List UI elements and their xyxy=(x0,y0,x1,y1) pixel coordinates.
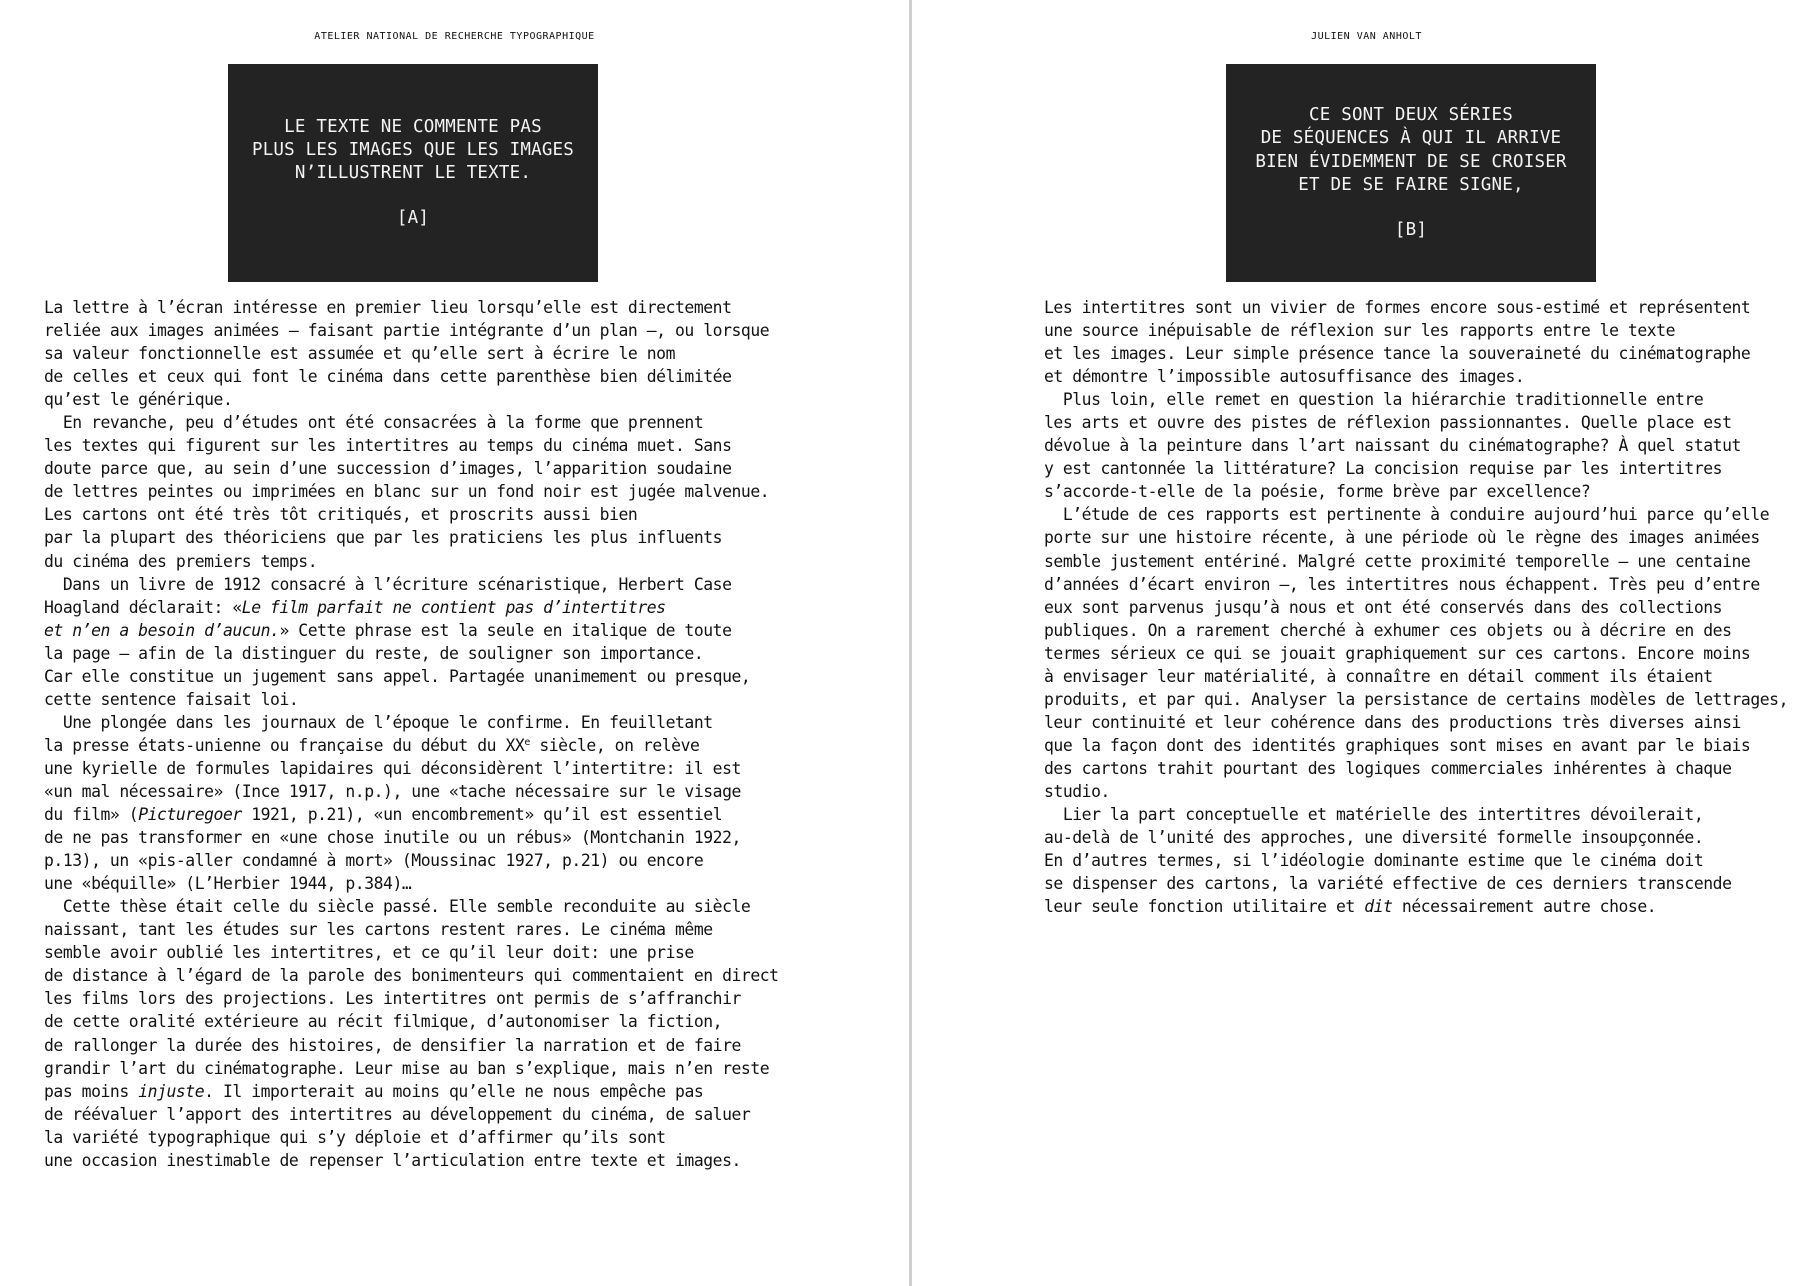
body-text xyxy=(1044,296,1788,918)
intertitle-card xyxy=(228,64,598,282)
text-span: semble avoir oublié les intertitres, et ce qu’il leur doit: une prise xyxy=(44,943,694,963)
superscript: e xyxy=(524,736,530,748)
text-span: «un mal nécessaire» (Ince 1917, n.p.), une «tache nécessaire sur le visage xyxy=(44,781,741,801)
text-span: 1921, p.21), «un encombrement» qu’il est essentiel xyxy=(241,805,723,825)
text-line xyxy=(1044,872,1788,895)
text-line: N’ILLUSTRENT LE TEXTE. xyxy=(294,163,532,184)
text-line xyxy=(1044,550,1788,573)
text-span: Plus loin, elle remet en question la hiérarchie traditionnelle entre xyxy=(1044,390,1704,410)
text-line xyxy=(1044,711,1788,734)
text-span: s’accorde-t-elle de la poésie, forme brève par excellence? xyxy=(1044,482,1591,502)
text-span: Hoagland déclarait: « xyxy=(44,597,242,617)
text-span: de ne pas transformer en «une chose inutile ou un rébus» (Montchanin 1922, xyxy=(44,828,741,848)
text-line xyxy=(1044,365,1788,388)
text-line xyxy=(44,780,779,803)
text-line xyxy=(1044,757,1788,780)
text-line xyxy=(44,411,779,434)
italic-span: et n’en a besoin d’aucun. xyxy=(44,620,280,640)
text-span: grandir l’art du cinématographe. Leur mise au ban s’explique, mais n’en reste xyxy=(44,1058,770,1078)
text-span: la page – afin de la distinguer du reste, de souligner son importance. xyxy=(44,643,704,663)
text-line xyxy=(44,688,779,711)
italic-span: dit xyxy=(1364,897,1393,917)
text-line xyxy=(44,757,779,780)
text-line: LE TEXTE NE COMMENTE PAS xyxy=(284,116,542,137)
text-line xyxy=(44,480,779,503)
text-line xyxy=(44,826,779,849)
text-line xyxy=(1044,642,1788,665)
text-line xyxy=(44,872,779,895)
text-span: semble justement entériné. Malgré cette proximité temporelle – une centaine xyxy=(1044,551,1751,571)
text-span: Cette thèse était celle du siècle passé. Elle semble reconduite au siècle xyxy=(44,897,751,917)
text-line xyxy=(1044,573,1788,596)
text-line xyxy=(1044,319,1788,342)
text-line xyxy=(44,918,779,941)
body-text xyxy=(44,296,779,1172)
text-line xyxy=(44,849,779,872)
text-span: pas moins xyxy=(44,1081,139,1101)
text-span: Une plongée dans les journaux de l’époque le confirme. En feuilletant xyxy=(44,712,713,732)
text-span: y est cantonnée la littérature? La concision requise par les intertitres xyxy=(1044,459,1723,479)
text-line: BIEN ÉVIDEMMENT DE SE CROISER xyxy=(1255,151,1567,172)
text-span: cette sentence faisait loi. xyxy=(44,689,299,709)
text-span: par la plupart des théoriciens que par les praticiens les plus influents xyxy=(44,528,723,548)
text-line xyxy=(44,1080,779,1103)
text-span: L’étude de ces rapports est pertinente à conduire aujourd’hui parce qu’elle xyxy=(1044,505,1770,525)
text-line xyxy=(44,596,779,619)
text-span: de cette oralité extérieure au récit filmique, d’autonomiser la fiction, xyxy=(44,1012,723,1032)
text-line xyxy=(44,573,779,596)
text-line xyxy=(1044,688,1788,711)
text-span: une source inépuisable de réflexion sur les rapports entre le texte xyxy=(1044,321,1676,341)
text-span: au-delà de l’unité des approches, une diversité formelle insoupçonnée. xyxy=(1044,828,1704,848)
text-line xyxy=(44,342,779,365)
text-span: la presse états-unienne ou française du début du XX xyxy=(44,735,525,755)
intertitle-card xyxy=(1226,64,1596,282)
text-span: une «béquille» (L’Herbier 1944, p.384)… xyxy=(44,874,412,894)
text-span: la variété typographique qui s’y déploie et d’affirmer qu’ils sont xyxy=(44,1127,666,1147)
text-span: une occasion inestimable de repenser l’articulation entre texte et images. xyxy=(44,1150,741,1170)
text-line xyxy=(44,457,779,480)
text-line xyxy=(44,296,779,319)
text-line xyxy=(44,1034,779,1057)
text-span: et les images. Leur simple présence tance la souveraineté du cinématographe xyxy=(1044,344,1751,364)
text-span: Lier la part conceptuelle et matérielle des intertitres dévoilerait, xyxy=(1044,805,1704,825)
text-line xyxy=(44,1010,779,1033)
text-line xyxy=(1044,734,1788,757)
text-line xyxy=(1044,665,1788,688)
text-span: La lettre à l’écran intéresse en premier lieu lorsqu’elle est directement xyxy=(44,298,732,317)
text-line xyxy=(44,319,779,342)
intertitle-label: [B] xyxy=(1394,219,1428,240)
text-line: DE SÉQUENCES À QUI IL ARRIVE xyxy=(1260,128,1562,149)
text-line xyxy=(44,803,779,826)
text-span: de celles et ceux qui font le cinéma dans cette parenthèse bien délimitée xyxy=(44,367,732,387)
text-line xyxy=(1044,826,1788,849)
text-line xyxy=(1044,803,1788,826)
text-span: et démontre l’impossible autosuffisance des images. xyxy=(1044,367,1525,387)
text-span: » Cette phrase est la seule en italique de toute xyxy=(279,620,732,640)
text-span: naissant, tant les études sur les cartons restent rares. Le cinéma même xyxy=(44,920,713,940)
text-span: des cartons trahit pourtant des logiques commerciales inhérentes à chaque xyxy=(1044,758,1732,778)
text-line xyxy=(44,434,779,457)
text-span: siècle, on relève xyxy=(529,735,700,755)
text-line xyxy=(44,503,779,526)
text-span: de réévaluer l’apport des intertitres au développement du cinéma, de saluer xyxy=(44,1104,751,1124)
italic-span: injuste xyxy=(138,1081,205,1101)
text-line xyxy=(44,619,779,642)
text-line xyxy=(44,665,779,688)
intertitle-text xyxy=(1255,104,1566,196)
intertitle-text xyxy=(252,116,574,185)
text-line xyxy=(1044,296,1788,319)
text-span: eux sont parvenus jusqu’à nous et ont été conservés dans des collections xyxy=(1044,597,1723,617)
text-span: reliée aux images animées – faisant partie intégrante d’un plan –, ou lorsque xyxy=(44,321,770,341)
text-span: du film» ( xyxy=(44,805,139,825)
text-span: leur continuité et leur cohérence dans des productions très diverses ainsi xyxy=(1044,712,1741,732)
text-span: dévolue à la peinture dans l’art naissant du cinématographe? À quel statut xyxy=(1044,436,1741,456)
text-span: En revanche, peu d’études ont été consacrées à la forme que prennent xyxy=(44,413,704,433)
text-line xyxy=(1044,780,1788,803)
italic-span: Le film parfait ne contient pas d’intertitres xyxy=(241,597,666,617)
text-line xyxy=(1044,526,1788,549)
text-span: de distance à l’égard de la parole des bonimenteurs qui commentaient en direct xyxy=(44,966,779,986)
text-span: doute parce que, au sein d’une succession d’images, l’apparition soudaine xyxy=(44,459,732,479)
text-line xyxy=(44,711,779,734)
text-span: les arts et ouvre des pistes de réflexion passionnantes. Quelle place est xyxy=(1044,413,1732,433)
text-line xyxy=(44,895,779,918)
text-line xyxy=(1044,411,1788,434)
running-head: ATELIER NATIONAL DE RECHERCHE TYPOGRAPHIQUE xyxy=(314,31,595,42)
text-span: leur seule fonction utilitaire et xyxy=(1044,897,1365,917)
text-span: nécessairement autre chose. xyxy=(1392,897,1657,917)
text-line xyxy=(1044,434,1788,457)
text-span: studio. xyxy=(1044,781,1110,801)
text-line xyxy=(44,1057,779,1080)
text-line xyxy=(1044,503,1788,526)
text-line xyxy=(44,365,779,388)
text-line xyxy=(1044,619,1788,642)
text-line xyxy=(44,550,779,573)
text-span: publiques. On a rarement cherché à exhumer ces objets ou à décrire en des xyxy=(1044,620,1732,640)
text-span: les films lors des projections. Les intertitres ont permis de s’affranchir xyxy=(44,989,741,1009)
text-line xyxy=(44,388,779,411)
text-line xyxy=(1044,457,1788,480)
text-span: porte sur une histoire récente, à une période où le règne des images animées xyxy=(1044,528,1760,548)
italic-span: Picturegoer xyxy=(138,805,242,825)
text-line xyxy=(44,941,779,964)
text-span: que la façon dont des identités graphiques sont mises en avant par le biais xyxy=(1044,735,1751,755)
text-span: à envisager leur matérialité, à connaître en détail comment ils étaient xyxy=(1044,666,1713,686)
left-page xyxy=(0,0,909,1286)
text-line xyxy=(44,987,779,1010)
text-span: se dispenser des cartons, la variété effective de ces derniers transcende xyxy=(1044,874,1732,894)
text-line xyxy=(1044,342,1788,365)
text-line xyxy=(44,734,779,757)
text-line: CE SONT DEUX SÉRIES xyxy=(1309,105,1513,126)
text-line xyxy=(1044,596,1788,619)
text-span: du cinéma des premiers temps. xyxy=(44,551,318,571)
text-line xyxy=(44,1126,779,1149)
text-span: d’années d’écart environ –, les intertitres nous échappent. Très peu d’entre xyxy=(1044,574,1760,594)
text-span: une kyrielle de formules lapidaires qui déconsidèrent l’intertitre: il est xyxy=(44,758,741,778)
text-line xyxy=(44,526,779,549)
text-line xyxy=(44,964,779,987)
text-span: produits, et par qui. Analyser la persistance de certains modèles de lettrages, xyxy=(1044,689,1789,709)
text-line: PLUS LES IMAGES QUE LES IMAGES xyxy=(251,139,575,160)
text-span: Les intertitres sont un vivier de formes encore sous-estimé et représentent xyxy=(1044,298,1751,317)
text-span: les textes qui figurent sur les intertitres au temps du cinéma muet. Sans xyxy=(44,436,732,456)
text-line xyxy=(1044,480,1788,503)
right-page xyxy=(912,0,1820,1286)
text-span: . Il importerait au moins qu’elle ne nous empêche pas xyxy=(204,1081,704,1101)
text-span: Dans un livre de 1912 consacré à l’écriture scénaristique, Herbert Case xyxy=(44,574,732,594)
text-span: Car elle constitue un jugement sans appel. Partagée unanimement ou presque, xyxy=(44,666,751,686)
intertitle-label: [A] xyxy=(396,208,430,229)
text-span: de rallonger la durée des histoires, de densifier la narration et de faire xyxy=(44,1035,741,1055)
text-line xyxy=(1044,388,1788,411)
text-span: qu’est le générique. xyxy=(44,390,233,410)
text-span: p.13), un «pis-aller condamné à mort» (Moussinac 1927, p.21) ou encore xyxy=(44,851,704,871)
text-line: ET DE SE FAIRE SIGNE, xyxy=(1298,174,1524,195)
text-span: sa valeur fonctionnelle est assumée et qu’elle sert à écrire le nom xyxy=(44,344,676,364)
text-line xyxy=(44,1149,779,1172)
text-line xyxy=(1044,849,1788,872)
running-head: JULIEN VAN ANHOLT xyxy=(1311,31,1422,42)
text-line xyxy=(1044,895,1788,918)
text-span: de lettres peintes ou imprimées en blanc sur un fond noir est jugée malvenue. xyxy=(44,482,770,502)
text-line xyxy=(44,642,779,665)
text-span: En d’autres termes, si l’idéologie dominante estime que le cinéma doit xyxy=(1044,851,1704,871)
text-span: termes sérieux ce qui se jouait graphiquement sur ces cartons. Encore moins xyxy=(1044,643,1751,663)
text-line xyxy=(44,1103,779,1126)
text-span: Les cartons ont été très tôt critiqués, et proscrits aussi bien xyxy=(44,505,638,525)
